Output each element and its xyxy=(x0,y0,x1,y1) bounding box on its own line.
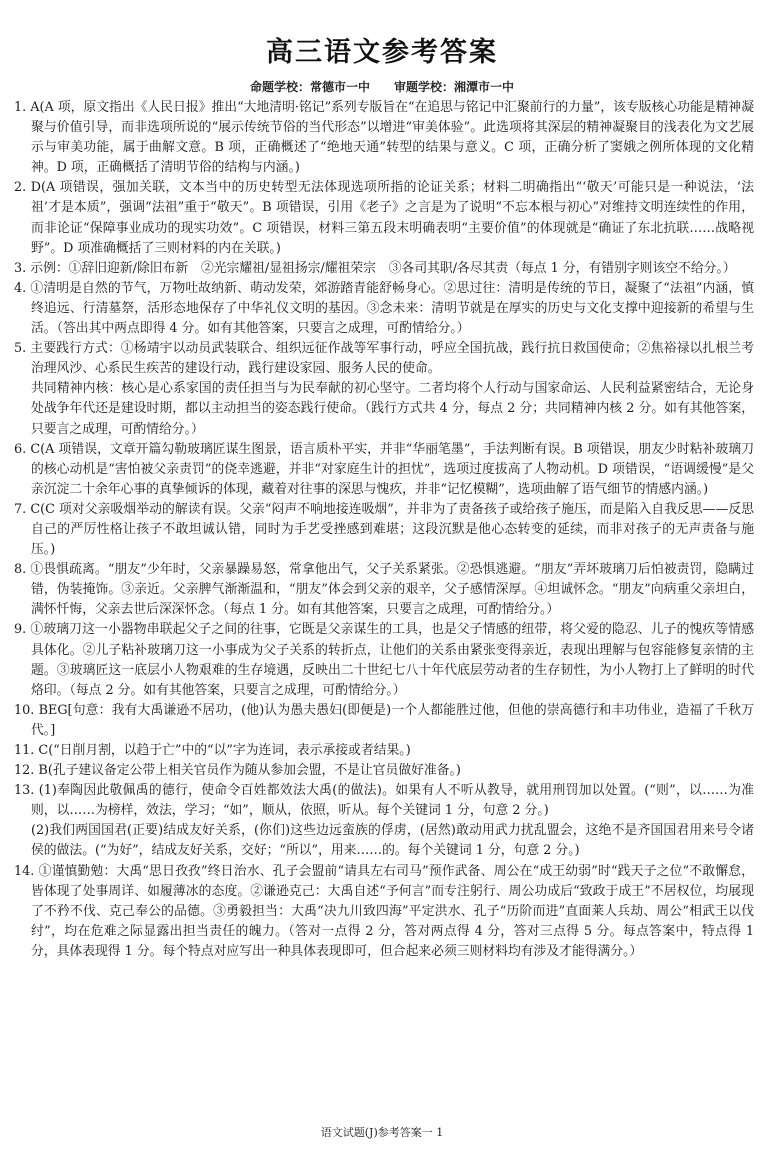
answer-1: 1. A(A 项，原文指出《人民日报》推出“大地清明·铭记”系列专版旨在“在追思与铭记中汇聚前行的力量”，该专版核心功能是精神凝聚与价值引导，而非选项所说的“展示传统节俗的当代形态”以增进“审美体验”。此选项将其深层的精神凝聚目的浅表化为文艺展示与审美功能，属于曲解文意。B 项，正确概述了“绝地天通”转型的结果与意义。C 项，正确分析了窦娥之例所体现的文化精神。D 项，正确概括了清明节俗的结构与内涵。) xyxy=(14,100,754,176)
answer-12: 12. B(孔子建议备定公带上相关官员作为随从参加会盟，不是让官员做好准备。) xyxy=(14,763,461,779)
answer-13-2: (2)我们两国国君(正要)结成友好关系，(你们)这些边远蛮族的俘虏，(居然)敢动用武力扰乱盟会，这绝不是齐国国君用来号令诸侯的做法。(“为好”，结成友好关系，交好；“所以”，用来……的。每个关键词 1 分，句意 2 分。) xyxy=(31,823,754,859)
setter-school: 命题学校：常德市一中 xyxy=(249,80,370,94)
page-title: 高三语文参考答案 xyxy=(266,37,498,68)
answer-10: 10. BEG[句意：我有大禹谦逊不居功，(他)认为愚夫愚妇(即便是)一个人都能胜过他，但他的崇高德行和丰功伟业，造福了千秋万代。] xyxy=(14,702,754,738)
page-footer: 语文试题(J)参考答案一 1 xyxy=(320,1126,444,1139)
reviewer-school: 审题学校：湘潭市一中 xyxy=(394,80,515,94)
answer-11: 11. C(“日削月割，以趋于亡”中的“以”字为连词，表示承接或者结果。) xyxy=(14,743,411,758)
answer-list xyxy=(14,98,754,962)
answer-5-core: 共同精神内核：核心是心系家国的责任担当与为民奉献的初心坚守。二者均将个人行动与国家命运、人民利益紧密结合，无论身处战争年代还是建设时期，都以主动担当的姿态践行使命。（践行方式共 4 分，每点 2 分；共同精神内核 2 分。如有其他答案，只要言之成理，可酌情给分。） xyxy=(31,381,754,437)
answer-8: 8. ①畏惧疏离。“朋友”少年时，父亲暴躁易怒，常拿他出气，父子关系紧张。②恐惧逃避。“朋友”弄坏玻璃刀后怕被责罚，隐瞒过错，伪装掩饰。③亲近。父亲脾气渐渐温和，“朋友”体会到父亲的艰辛，父子感情深厚。④坦诚怀念。“朋友”向病重父亲坦白，满怀忏悔，父亲去世后深深怀念。（每点 1 分。如有其他答案，只要言之成理，可酌情给分。） xyxy=(14,562,754,618)
answer-13-1: 13. (1)奉陶因此敬佩禹的德行，使命令百姓都效法大禹(的做法)。如果有人不听从教导，就用刑罚加以处置。(“则”，以……为准则，以……为榜样，效法，学习；“如”，顺从，依照，听从。每个关键词 1 分，句意 2 分。) xyxy=(14,783,754,819)
answer-2: 2. D(A 项错误，强加关联，文本当中的历史转型无法体现选项所指的论证关系；材料二明确指出“‘敬天’可能只是一种说法，‘法祖’才是本质”，强调“法祖”重于“敬天”。B 项错误，引用《老子》之言是为了说明“不忘本根与初心”对维持文明连续性的作用，而非论证“保障事业成功的现实功效”。C 项错误，材料三第五段末明确表明“主要价值”的体现就是“确证了东北抗联……战略视野”。D 项准确概括了三则材料的内在关联。) xyxy=(14,180,754,256)
answer-6: 6. C(A 项错误，文章开篇勾勒玻璃匠谋生图景，语言质朴平实，并非“华丽笔墨”，手法判断有误。B 项错误，朋友少时粘补玻璃刀的核心动机是“害怕被父亲责罚”的侥幸逃避，并非“对家庭生计的担忧”，选项过度拔高了人物动机。D 项错误，“语调缓慢”是父亲沉淀二十余年心事的真挚倾诉的体现，藏着对往事的深思与愧疚，并非“记忆模糊”，选项曲解了语气细节的情感内涵。) xyxy=(14,441,754,497)
answer-5: 5. 主要践行方式：①杨靖宇以动员武装联合、组织远征作战等军事行动，呼应全国抗战，践行抗日救国使命；②焦裕禄以扎根兰考治理风沙、心系民生疾苦的建设行动，践行建设家园、服务人民的使命。 xyxy=(14,341,754,377)
answer-3: 3. 示例：①辞旧迎新/除旧布新 ②光宗耀祖/显祖扬宗/耀祖荣宗 ③各司其职/各尽其责（每点 1 分，有错别字则该空不给分。） xyxy=(14,260,736,276)
answer-14: 14. ①谨慎勤勉：大禹“思日孜孜”终日治水、孔子会盟前“请具左右司马”预作武备、周公在“成王幼弱”时“践天子之位”不敢懈怠，皆体现了处事周详、如履薄冰的态度。②谦逊克己：大禹自述“予何言”而专注躬行、周公功成后“致政于成王”不居权位，均展现了不矜不伐、克己奉公的品德。③勇毅担当：大禹“决九川致四海”平定洪水、孔子“历阶而进”直面莱人兵劫、周公“相武王以伐纣”，均在危难之际显露出担当责任的魄力。（答对一点得 2 分，答对两点得 4 分，答对三点得 5 分。每点答案中，特点得 1 分，具体表现得 1 分。每个特点对应写出一种具体表现即可，但合起来必须三则材料均有涉及才能得满分。） xyxy=(14,863,754,959)
answer-7: 7. C(C 项对父亲吸烟举动的解读有误。父亲“闷声不响地接连吸烟”，并非为了责备孩子或给孩子施压，而是陷入自我反思——反思自己的严厉性格让孩子不敢坦诚认错，同时为手艺受挫感到难堪；这段沉默是他心态转变的延续，而非对孩子的无声责备与施压。) xyxy=(14,501,754,558)
school-info xyxy=(0,78,764,95)
answer-4: 4. ①清明是自然的节气，万物吐故纳新、萌动发荣，郊游踏青能舒畅身心。②思过往：清明是传统的节日，凝聚了“法祖”内涵，慎终追远、行清墓祭，活形态地保存了中华礼仪文明的基因。③念未来：清明节就是在厚实的历史与文化支撑中迎接新的希望与生活。（答出其中两点即得 4 分。如有其他答案，只要言之成理，可酌情给分。） xyxy=(14,280,754,337)
answer-9: 9. ①玻璃刀这一小器物串联起父子之间的往事，它既是父亲谋生的工具，也是父子情感的纽带，将父爱的隐忍、儿子的愧疚等情感具体化。②儿子粘补玻璃刀这一小事成为父子关系的转折点，让他们的关系由紧张变得亲近，表现出理解与包容能修复亲情的主题。③玻璃匠这一底层小人物艰难的生存境遇，反映出二十世纪七八十年代底层劳动者的生存韧性，为小人物打上了鲜明的时代烙印。（每点 2 分。如有其他答案，只要言之成理，可酌情给分。） xyxy=(14,622,754,698)
